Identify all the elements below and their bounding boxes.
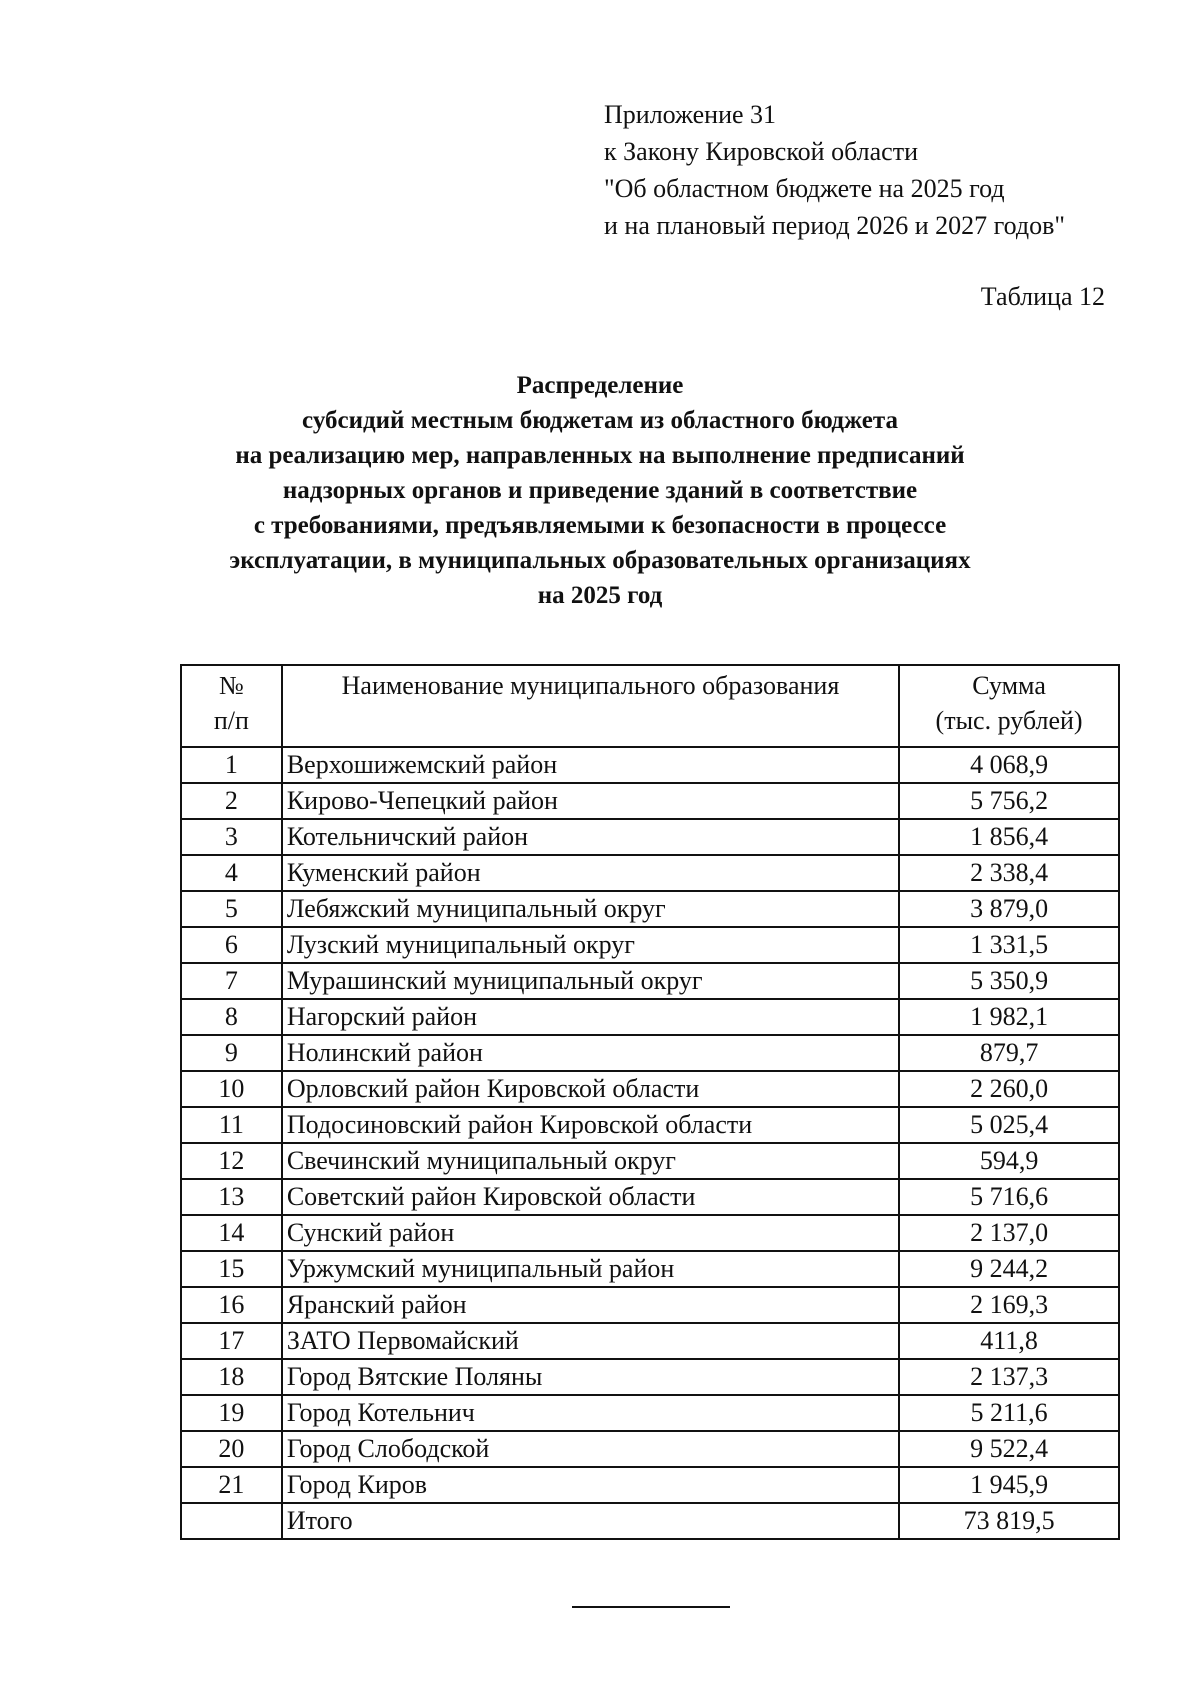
row-number-cell: 5 [181, 891, 282, 927]
appendix-line: к Закону Кировской области [604, 137, 918, 166]
row-sum-cell: 2 338,4 [899, 855, 1119, 891]
row-name-cell: Советский район Кировской области [282, 1179, 899, 1215]
row-sum-cell: 2 137,0 [899, 1215, 1119, 1251]
row-name-cell: Верхошижемский район [282, 747, 899, 783]
row-sum-cell: 5 716,6 [899, 1179, 1119, 1215]
table-number-label: Таблица 12 [980, 282, 1105, 311]
header-sum [899, 665, 1119, 747]
row-sum-cell: 1 331,5 [899, 927, 1119, 963]
table-row [181, 1431, 1119, 1467]
row-number-cell: 6 [181, 927, 282, 963]
row-sum-cell: 5 211,6 [899, 1395, 1119, 1431]
row-name-cell: Сунский район [282, 1215, 899, 1251]
table-row [181, 1215, 1119, 1251]
total-label: Итого [282, 1503, 899, 1539]
appendix-line: Приложение 31 [604, 100, 777, 129]
row-sum-cell: 2 137,3 [899, 1359, 1119, 1395]
row-number-cell: 1 [181, 747, 282, 783]
row-sum-cell: 3 879,0 [899, 891, 1119, 927]
table-row [181, 1395, 1119, 1431]
table-row [181, 855, 1119, 891]
row-sum-cell: 2 260,0 [899, 1071, 1119, 1107]
closing-separator-line [572, 1606, 730, 1608]
title-line: Распределение [516, 372, 684, 399]
row-name-cell: Город Киров [282, 1467, 899, 1503]
table-row [181, 1359, 1119, 1395]
row-name-cell: Куменский район [282, 855, 899, 891]
row-sum-cell: 9 244,2 [899, 1251, 1119, 1287]
row-name-cell: Лебяжский муниципальный округ [282, 891, 899, 927]
row-number-cell: 8 [181, 999, 282, 1035]
title-line: эксплуатации, в муниципальных образовательных организациях [229, 547, 971, 574]
table-row [181, 819, 1119, 855]
row-sum-cell: 1 945,9 [899, 1467, 1119, 1503]
distribution-table [180, 664, 1120, 1540]
table-row [181, 1251, 1119, 1287]
row-sum-cell: 5 350,9 [899, 963, 1119, 999]
row-name-cell: Город Котельнич [282, 1395, 899, 1431]
row-name-cell: ЗАТО Первомайский [282, 1323, 899, 1359]
row-sum-cell: 594,9 [899, 1143, 1119, 1179]
table-row [181, 999, 1119, 1035]
table-row [181, 963, 1119, 999]
row-name-cell: Город Слободской [282, 1431, 899, 1467]
table-row [181, 1179, 1119, 1215]
row-sum-cell: 1 856,4 [899, 819, 1119, 855]
appendix-line: и на плановый период 2026 и 2027 годов" [604, 211, 1066, 240]
table-row [181, 1035, 1119, 1071]
row-name-cell: Свечинский муниципальный округ [282, 1143, 899, 1179]
header-sum-line2: (тыс. рублей) [935, 706, 1083, 735]
row-name-cell: Мурашинский муниципальный округ [282, 963, 899, 999]
table-row [181, 747, 1119, 783]
table-header-row [181, 665, 1119, 747]
row-sum-cell: 2 169,3 [899, 1287, 1119, 1323]
document-title [150, 368, 1050, 613]
row-number-cell: 20 [181, 1431, 282, 1467]
row-number-cell: 17 [181, 1323, 282, 1359]
header-number-line2: п/п [213, 706, 249, 735]
row-number-cell: 11 [181, 1107, 282, 1143]
row-number-cell: 3 [181, 819, 282, 855]
row-sum-cell: 879,7 [899, 1035, 1119, 1071]
title-line: на 2025 год [537, 582, 663, 609]
row-sum-cell: 5 756,2 [899, 783, 1119, 819]
row-number-cell: 13 [181, 1179, 282, 1215]
header-sum-line1: Сумма [972, 671, 1046, 700]
row-name-cell: Подосиновский район Кировской области [282, 1107, 899, 1143]
row-number-cell: 14 [181, 1215, 282, 1251]
title-line: с требованиями, предъявляемыми к безопасности в процессе [253, 512, 947, 539]
total-sum: 73 819,5 [899, 1503, 1119, 1539]
row-sum-cell: 9 522,4 [899, 1431, 1119, 1467]
table-body [181, 747, 1119, 1503]
row-number-cell: 12 [181, 1143, 282, 1179]
title-line: на реализацию мер, направленных на выполнение предписаний [235, 442, 965, 469]
table-row [181, 927, 1119, 963]
header-number [181, 665, 282, 747]
row-name-cell: Нагорский район [282, 999, 899, 1035]
table-row [181, 783, 1119, 819]
row-sum-cell: 1 982,1 [899, 999, 1119, 1035]
row-number-cell: 9 [181, 1035, 282, 1071]
table-row [181, 1143, 1119, 1179]
row-number-cell: 18 [181, 1359, 282, 1395]
row-number-cell: 19 [181, 1395, 282, 1431]
header-number-line1: № [219, 671, 244, 700]
row-name-cell: Орловский район Кировской области [282, 1071, 899, 1107]
row-sum-cell: 411,8 [899, 1323, 1119, 1359]
total-number-cell [181, 1503, 282, 1539]
row-name-cell: Котельничский район [282, 819, 899, 855]
table-row [181, 1467, 1119, 1503]
table-row [181, 1071, 1119, 1107]
row-number-cell: 7 [181, 963, 282, 999]
table-row [181, 1287, 1119, 1323]
appendix-header [604, 96, 1065, 244]
header-name: Наименование муниципального образования [282, 665, 899, 747]
title-line: надзорных органов и приведение зданий в соответствие [282, 477, 918, 504]
table-row [181, 1323, 1119, 1359]
row-number-cell: 10 [181, 1071, 282, 1107]
row-sum-cell: 4 068,9 [899, 747, 1119, 783]
title-line: субсидий местным бюджетам из областного бюджета [302, 407, 898, 434]
total-row [181, 1503, 1119, 1539]
row-number-cell: 21 [181, 1467, 282, 1503]
row-number-cell: 15 [181, 1251, 282, 1287]
row-name-cell: Лузский муниципальный округ [282, 927, 899, 963]
row-number-cell: 16 [181, 1287, 282, 1323]
appendix-line: "Об областном бюджете на 2025 год [604, 174, 1005, 203]
row-number-cell: 2 [181, 783, 282, 819]
row-name-cell: Уржумский муниципальный район [282, 1251, 899, 1287]
row-name-cell: Кирово-Чепецкий район [282, 783, 899, 819]
row-name-cell: Яранский район [282, 1287, 899, 1323]
table-row [181, 1107, 1119, 1143]
row-number-cell: 4 [181, 855, 282, 891]
row-sum-cell: 5 025,4 [899, 1107, 1119, 1143]
row-name-cell: Город Вятские Поляны [282, 1359, 899, 1395]
table-row [181, 891, 1119, 927]
row-name-cell: Нолинский район [282, 1035, 899, 1071]
